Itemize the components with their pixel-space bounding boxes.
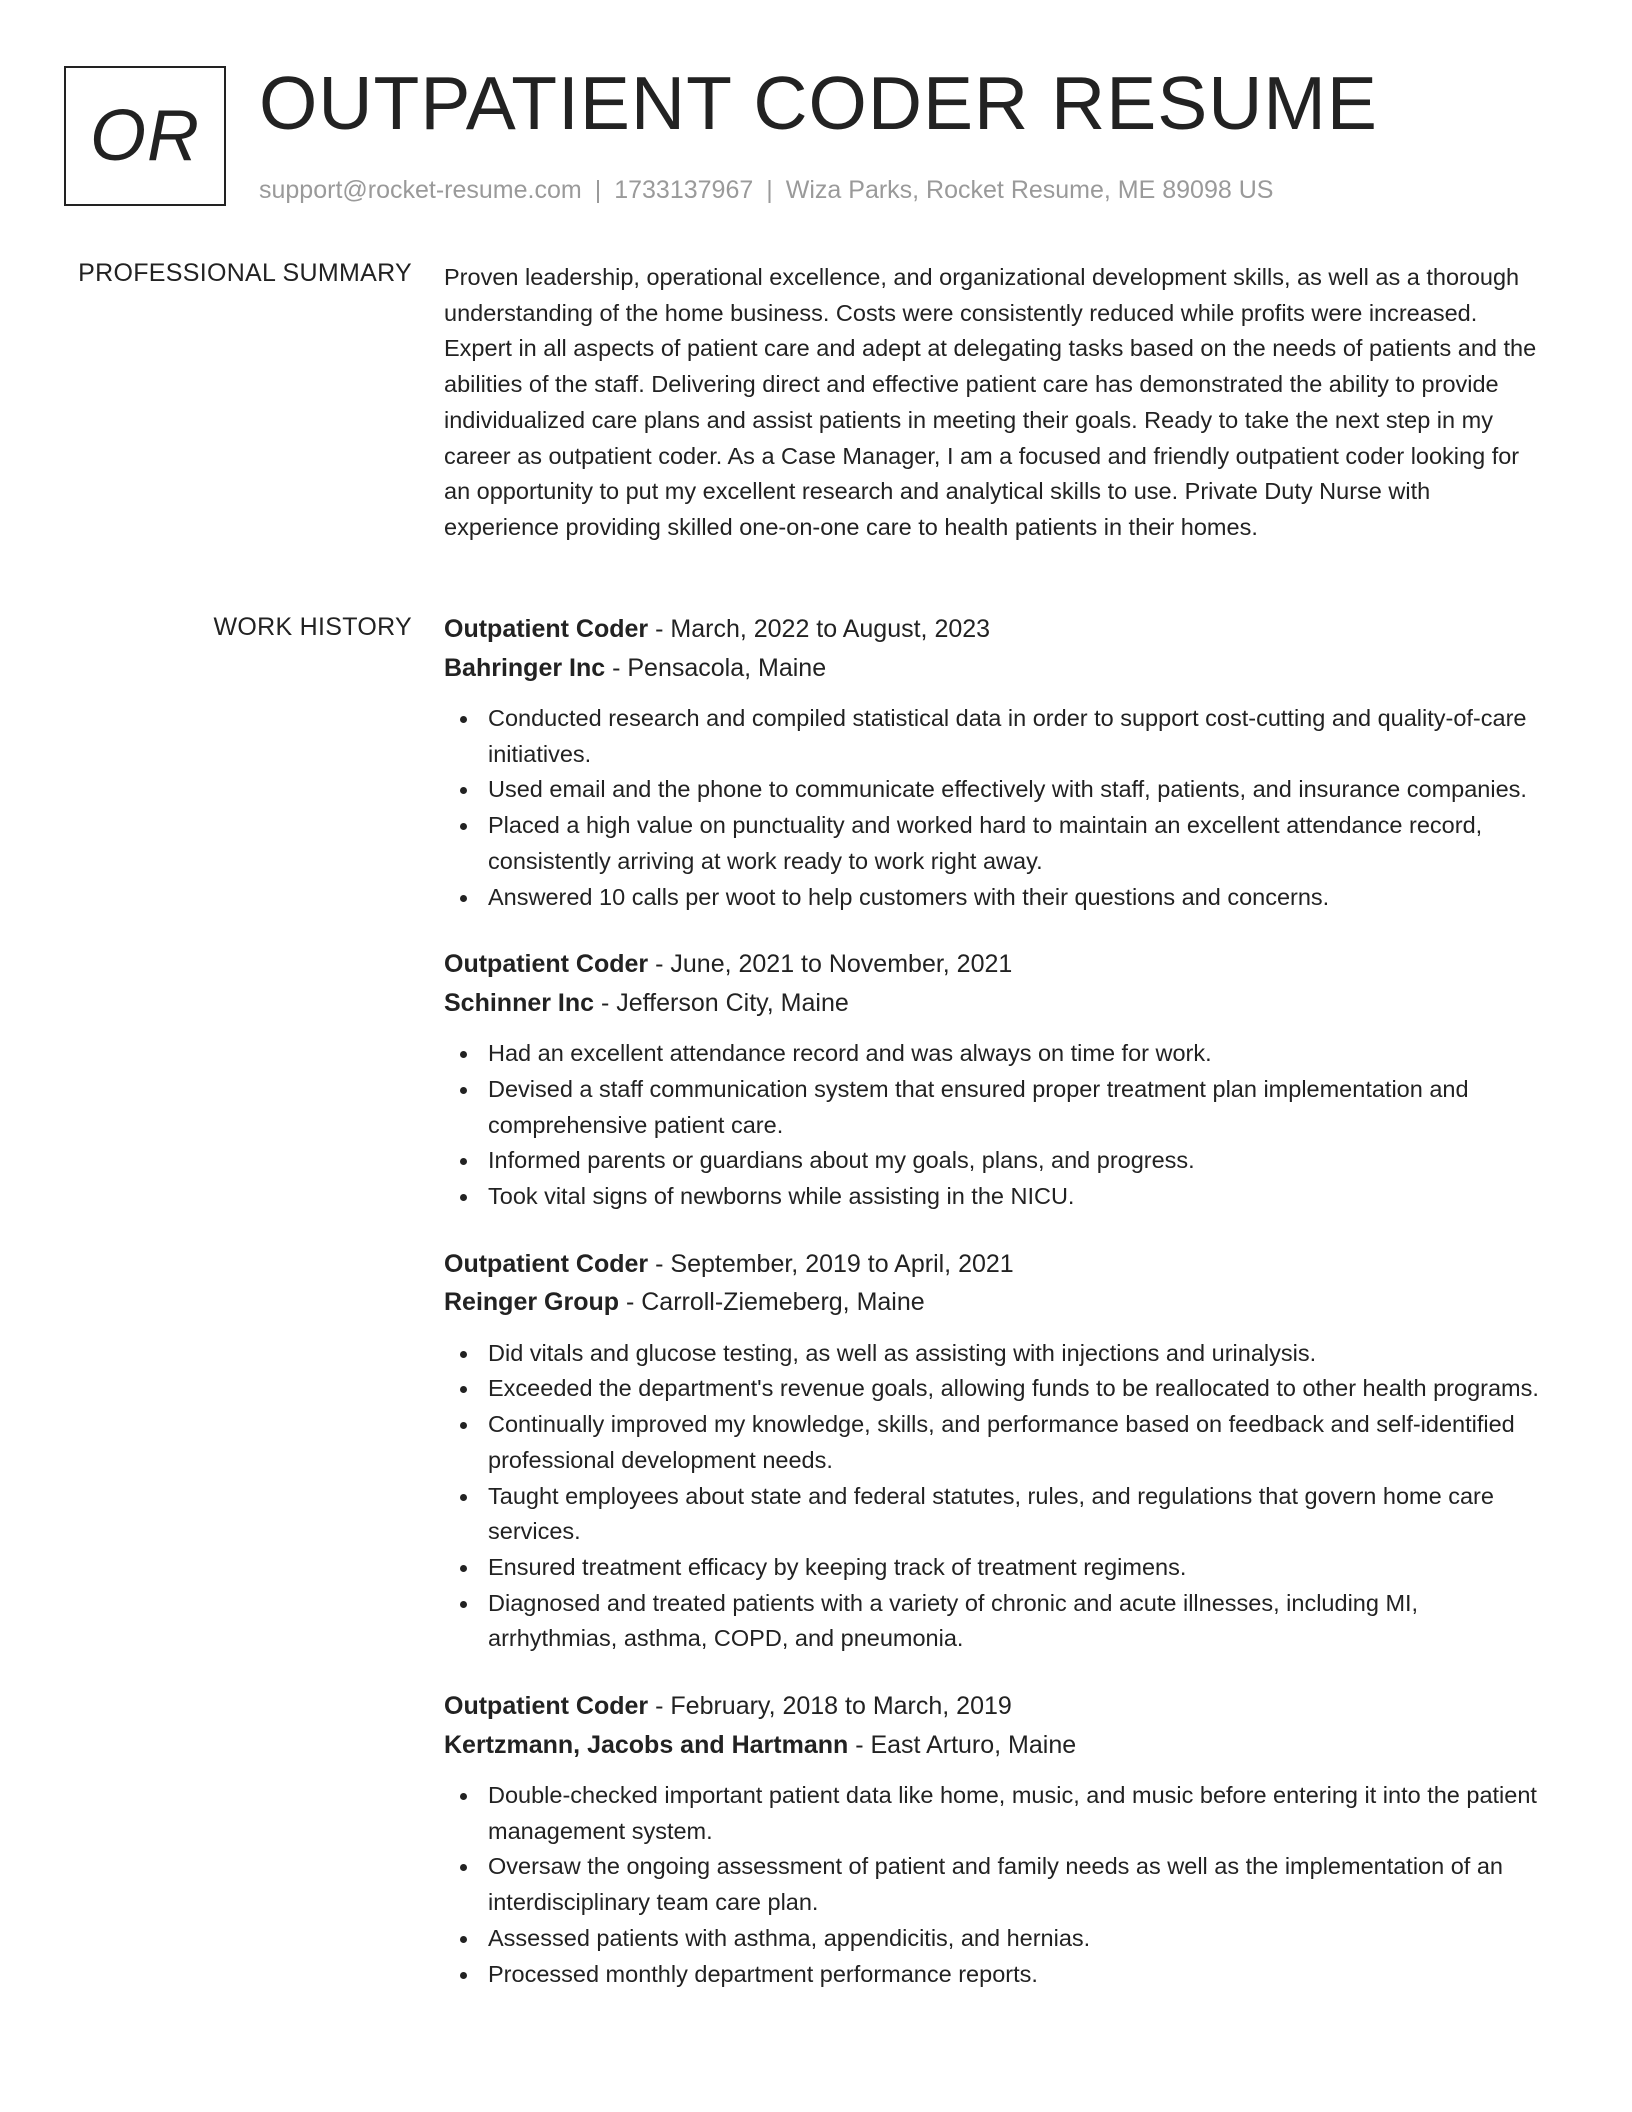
bullet-dot-icon [460, 1158, 467, 1165]
job-title: Outpatient Coder [444, 1249, 649, 1278]
bullet-dot-icon [460, 1864, 467, 1871]
job-bullet-text: Devised a staff communication system that ensured proper treatment plan implementation and comprehensive patient care. [488, 1075, 1469, 1138]
resume-title: OUTPATIENT CODER RESUME [259, 61, 1378, 145]
job-entry [444, 610, 1549, 915]
bullet-dot-icon [460, 787, 467, 794]
job-bullet-text: Placed a high value on punctuality and worked hard to maintain an excellent attendance record, consistently arriving at work ready to work right away. [488, 812, 1483, 874]
job-title: Outpatient Coder [444, 615, 649, 643]
bullet-dot-icon [460, 895, 467, 902]
job-bullet-item [444, 1179, 1549, 1215]
job-bullet-item [444, 1072, 1549, 1143]
job-bullet-text: Processed monthly department performance reports. [488, 1960, 1038, 1987]
bullet-dot-icon [460, 823, 467, 830]
job-title-line [444, 610, 1549, 649]
job-company: Schinner Inc [444, 988, 595, 1017]
job-bullet-item [444, 808, 1549, 879]
job-dates: - March, 2022 to August, 2023 [648, 615, 991, 643]
contact-line [259, 174, 1273, 206]
job-location: - Jefferson City, Maine [594, 988, 849, 1017]
bullet-dot-icon [460, 716, 467, 723]
job-bullet-item [444, 772, 1549, 808]
job-dates: - June, 2021 to November, 2021 [648, 950, 1013, 979]
job-bullet-item [444, 1778, 1549, 1849]
bullet-dot-icon [460, 1051, 467, 1058]
bullet-dot-icon [460, 1565, 467, 1572]
contact-separator: | [766, 176, 773, 204]
job-bullet-item [444, 1921, 1549, 1957]
bullet-dot-icon [460, 1793, 467, 1800]
job-bullet-text: Continually improved my knowledge, skills, and performance based on feedback and self-identified professional development needs. [488, 1411, 1515, 1473]
job-company-line [444, 1726, 1549, 1765]
job-bullet-text: Oversaw the ongoing assessment of patient and family needs as well as the implementation of an interdisciplinary team care plan. [488, 1853, 1503, 1916]
job-company: Bahringer Inc [444, 653, 606, 682]
job-bullet-text: Conducted research and compiled statistical data in order to support cost-cutting and quality-of-care initiatives. [488, 705, 1527, 767]
contact-address: Wiza Parks, Rocket Resume, ME 89098 US [785, 176, 1274, 204]
bullet-dot-icon [460, 1494, 467, 1501]
job-bullet-text: Diagnosed and treated patients with a variety of chronic and acute illnesses, including MI, arrhythmias, asthma, COPD, and pneumonia. [488, 1589, 1419, 1652]
job-bullet-text: Had an excellent attendance record and was always on time for work. [488, 1040, 1212, 1067]
job-bullet-item [444, 1479, 1549, 1550]
job-bullet-item [444, 1143, 1549, 1179]
job-company: Reinger Group [444, 1288, 620, 1317]
job-title-line [444, 1687, 1549, 1726]
contact-email[interactable]: support@rocket-resume.com [259, 176, 582, 204]
section-heading-work-history: WORK HISTORY [213, 613, 412, 641]
job-bullet-text: Informed parents or guardians about my goals, plans, and progress. [488, 1147, 1195, 1174]
job-dates: - February, 2018 to March, 2019 [648, 1692, 1012, 1721]
job-location: - Carroll-Ziemeberg, Maine [619, 1288, 925, 1317]
job-bullet-item [444, 1371, 1549, 1407]
job-bullet-text: Assessed patients with asthma, appendicitis, and hernias. [488, 1924, 1091, 1951]
bullet-dot-icon [460, 1936, 467, 1943]
bullet-dot-icon [460, 1087, 467, 1094]
job-bullet-text: Took vital signs of newborns while assisting in the NICU. [488, 1183, 1075, 1210]
job-bullet-list [444, 701, 1549, 915]
job-location: - Pensacola, Maine [605, 653, 827, 682]
job-bullet-text: Taught employees about state and federal statutes, rules, and regulations that govern home care services. [488, 1482, 1494, 1545]
bullet-dot-icon [460, 1194, 467, 1201]
job-bullet-text: Double-checked important patient data like home, music, and music before entering it into the patient management system. [488, 1782, 1537, 1844]
job-bullet-item [444, 1586, 1549, 1657]
bullet-dot-icon [460, 1972, 467, 1979]
job-title: Outpatient Coder [444, 1692, 649, 1721]
job-list [444, 610, 1549, 2022]
bullet-dot-icon [460, 1351, 467, 1358]
monogram-box [64, 66, 226, 206]
summary-text: Proven leadership, operational excellence, and organizational development skills, as well as a thorough understanding of the home business. Costs were consistently reduced while profits were increased. Expert in all aspects of patient care and adept at delegating tasks based on the needs of patients and the abilities of the staff. Delivering direct and effective patient care has demonstrated the ability to provide individualized care plans and assist patients in meeting their goals. Ready to take the next step in my career as outpatient coder. As a Case Manager, I am a focused and friendly outpatient coder looking for an opportunity to put my excellent research and analytical skills to use. Private Duty Nurse with experience providing skilled one-on-one care to health patients in their homes. [444, 264, 1537, 540]
monogram-initials: OR [90, 96, 200, 176]
job-bullet-item [444, 880, 1549, 916]
bullet-dot-icon [460, 1386, 467, 1393]
job-entry [444, 945, 1549, 1215]
job-bullet-text: Did vitals and glucose testing, as well as assisting with injections and urinalysis. [488, 1339, 1317, 1366]
job-location: - East Arturo, Maine [848, 1730, 1077, 1759]
job-bullet-item [444, 1849, 1549, 1920]
section-heading-summary: PROFESSIONAL SUMMARY [78, 259, 412, 287]
job-bullet-item [444, 1336, 1549, 1372]
job-bullet-item [444, 701, 1549, 772]
job-bullet-item [444, 1550, 1549, 1586]
job-company: Kertzmann, Jacobs and Hartmann [444, 1730, 849, 1759]
job-bullet-list [444, 1036, 1549, 1215]
job-bullet-text: Used email and the phone to communicate effectively with staff, patients, and insurance companies. [488, 776, 1527, 803]
job-bullet-text: Ensured treatment efficacy by keeping track of treatment regimens. [488, 1553, 1187, 1580]
job-title-line [444, 1245, 1549, 1284]
job-company-line [444, 649, 1549, 688]
job-entry [444, 1245, 1549, 1657]
job-bullet-item [444, 1036, 1549, 1072]
job-bullet-list [444, 1778, 1549, 1992]
job-entry [444, 1687, 1549, 1992]
job-bullet-item [444, 1957, 1549, 1993]
job-bullet-item [444, 1407, 1549, 1478]
job-title-line [444, 945, 1549, 984]
job-bullet-text: Answered 10 calls per woot to help customers with their questions and concerns. [488, 883, 1330, 910]
job-bullet-list [444, 1336, 1549, 1657]
contact-separator: | [594, 176, 602, 204]
job-dates: - September, 2019 to April, 2021 [648, 1249, 1014, 1278]
job-title: Outpatient Coder [444, 950, 649, 979]
bullet-dot-icon [460, 1601, 467, 1608]
bullet-dot-icon [460, 1422, 467, 1429]
contact-phone[interactable]: 1733137967 [614, 176, 754, 204]
job-company-line [444, 984, 1549, 1023]
job-bullet-text: Exceeded the department's revenue goals, allowing funds to be reallocated to other health programs. [488, 1375, 1539, 1402]
job-company-line [444, 1283, 1549, 1322]
